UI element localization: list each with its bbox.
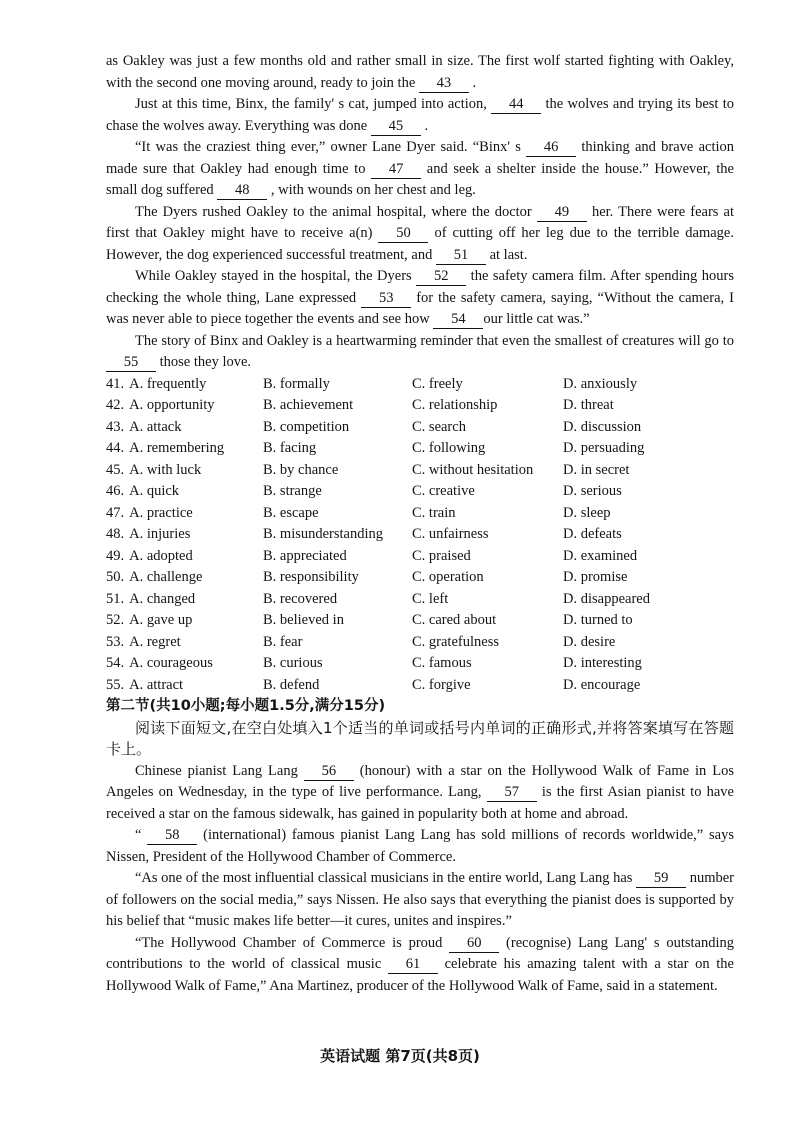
option-53-c bbox=[412, 632, 563, 654]
option-54-d bbox=[563, 653, 734, 675]
option-41-c bbox=[412, 374, 563, 396]
option-43-b bbox=[263, 417, 412, 439]
option-46-a bbox=[106, 481, 263, 503]
question-number: 45. bbox=[106, 461, 125, 478]
paragraph-text: (recognise) Lang Lang' s outstanding contributions to the world of classical music bbox=[106, 934, 734, 972]
option-text: C. cared about bbox=[412, 612, 497, 628]
blank-44: 44 bbox=[491, 96, 541, 114]
option-row-45 bbox=[106, 460, 734, 482]
passage1-paragraph-2 bbox=[106, 94, 734, 137]
option-text: A. injuries bbox=[129, 526, 191, 542]
options-table bbox=[106, 374, 734, 697]
paragraph-text: number of followers on the social media,” says Nissen. He also says that everything the pianist does is supported by his belief that “music makes life better—it cures, unites and inspires.” bbox=[106, 870, 734, 929]
option-53-a bbox=[106, 632, 263, 654]
option-46-d bbox=[563, 481, 734, 503]
option-49-c bbox=[412, 546, 563, 568]
paragraph-text: “As one of the most influential classical musicians in the entire world, Lang Lang has bbox=[135, 870, 637, 886]
option-44-a bbox=[106, 438, 263, 460]
option-48-d bbox=[563, 524, 734, 546]
option-row-47 bbox=[106, 503, 734, 525]
passage2-paragraph-3 bbox=[106, 868, 734, 933]
paragraph-text: our little cat was.” bbox=[483, 311, 590, 327]
option-text: B. by chance bbox=[263, 461, 339, 478]
paragraph-text: . bbox=[468, 74, 477, 91]
option-text: D. defeats bbox=[563, 526, 622, 542]
passage1-paragraph-5 bbox=[106, 266, 734, 331]
option-43-a bbox=[106, 417, 263, 439]
option-46-c bbox=[412, 481, 563, 503]
paragraph-text: of cutting off her leg due to the terrible damage. However, the dog experienced successful treatment, and bbox=[106, 225, 734, 263]
option-text: A. attack bbox=[129, 418, 182, 435]
option-row-44 bbox=[106, 438, 734, 460]
blank-56: 56 bbox=[304, 763, 354, 781]
option-48-a bbox=[106, 524, 263, 546]
paragraph-text: those they love. bbox=[156, 354, 252, 370]
page-footer: 英语试题 第7页(共8页) bbox=[320, 1047, 480, 1065]
paragraph-text: (international) famous pianist Lang Lang has sold millions of records worldwide,” says Nissen, President of the Hollywood Chamber of Commerce. bbox=[106, 827, 734, 865]
paragraph-text: Chinese pianist Lang Lang bbox=[135, 762, 304, 779]
blank-48: 48 bbox=[217, 182, 267, 200]
option-42-b bbox=[263, 395, 412, 417]
option-52-c bbox=[412, 610, 563, 632]
passage1-paragraph-6 bbox=[106, 331, 734, 374]
paragraph-text: thinking and brave action made sure that Oakley had enough time to bbox=[106, 139, 734, 177]
option-text: A. adopted bbox=[129, 547, 193, 564]
option-text: B. achievement bbox=[263, 397, 354, 413]
passage2-paragraph-1 bbox=[106, 761, 734, 826]
option-text: A. courageous bbox=[129, 655, 213, 671]
option-text: B. appreciated bbox=[263, 547, 347, 564]
option-52-a bbox=[106, 610, 263, 632]
question-number: 53. bbox=[106, 633, 125, 650]
blank-50: 50 bbox=[378, 225, 428, 243]
paragraph-text: (honour) with a star on the Hollywood Walk of Fame in Los Angeles on Wednesday, in the type of live performance. Lang, bbox=[106, 762, 734, 800]
option-44-c bbox=[412, 438, 563, 460]
paragraph-text: as Oakley was just a few months old and rather small in size. The first wolf started fighting with Oakley, with the second one moving around, ready to join the bbox=[106, 53, 734, 91]
option-49-b bbox=[263, 546, 412, 568]
option-text: B. escape bbox=[263, 504, 319, 521]
option-row-43 bbox=[106, 417, 734, 439]
option-54-b bbox=[263, 653, 412, 675]
option-55-a bbox=[106, 675, 263, 697]
paragraph-text: “The Hollywood Chamber of Commerce is proud bbox=[135, 934, 450, 951]
option-text: B. recovered bbox=[263, 590, 338, 607]
option-row-54 bbox=[106, 653, 734, 675]
question-number: 44. bbox=[106, 440, 125, 456]
blank-54: 54 bbox=[433, 311, 483, 329]
option-43-d bbox=[563, 417, 734, 439]
blank-47: 47 bbox=[371, 161, 421, 179]
question-number: 52. bbox=[106, 612, 125, 628]
question-number: 54. bbox=[106, 655, 125, 671]
option-50-c bbox=[412, 567, 563, 589]
paragraph-text: celebrate his amazing talent with a star on the Hollywood Walk of Fame,” Ana Martinez, producer of the Hollywood Walk of Fame, said in a statement. bbox=[106, 956, 734, 994]
paragraph-text: “It was the craziest thing ever,” owner Lane Dyer said. “Binx' s bbox=[135, 139, 527, 155]
option-48-c bbox=[412, 524, 563, 546]
option-text: B. competition bbox=[263, 418, 350, 435]
option-text: B. believed in bbox=[263, 612, 344, 628]
option-50-b bbox=[263, 567, 412, 589]
question-number: 51. bbox=[106, 590, 125, 607]
option-text: C. unfairness bbox=[412, 526, 489, 542]
option-55-d bbox=[563, 675, 734, 697]
blank-46: 46 bbox=[526, 139, 576, 157]
option-text: C. famous bbox=[412, 655, 472, 671]
option-text: B. facing bbox=[263, 440, 317, 456]
option-41-b bbox=[263, 374, 412, 396]
passage1-paragraph-1 bbox=[106, 51, 734, 94]
question-number: 50. bbox=[106, 569, 125, 585]
option-text: A. quick bbox=[129, 483, 180, 499]
paragraph-text: her. There were fears at first that Oakley might have to receive a(n) bbox=[106, 203, 734, 241]
passage2-paragraph-4 bbox=[106, 933, 734, 998]
option-text: C. relationship bbox=[412, 397, 498, 413]
option-text: C. creative bbox=[412, 483, 475, 499]
question-number: 47. bbox=[106, 504, 125, 521]
option-51-a bbox=[106, 589, 263, 611]
option-47-b bbox=[263, 503, 412, 525]
option-text: A. frequently bbox=[129, 375, 207, 392]
option-42-a bbox=[106, 395, 263, 417]
option-48-b bbox=[263, 524, 412, 546]
option-50-d bbox=[563, 567, 734, 589]
option-text: A. opportunity bbox=[129, 397, 215, 413]
option-text: A. with luck bbox=[129, 461, 202, 478]
paragraph-text: for the safety camera, saying, “Without the camera, I was never able to piece together the events and see how bbox=[106, 289, 734, 327]
paragraph-text: Just at this time, Binx, the family' s cat, jumped into action, bbox=[135, 96, 492, 112]
option-text: C. without hesitation bbox=[412, 461, 534, 478]
option-text: D. in secret bbox=[563, 461, 630, 478]
blank-61: 61 bbox=[388, 956, 438, 974]
cloze-passage bbox=[106, 51, 734, 374]
option-row-53 bbox=[106, 632, 734, 654]
option-text: C. gratefulness bbox=[412, 633, 499, 650]
paragraph-text: and seek a shelter inside the house.” However, the small dog suffered bbox=[106, 160, 734, 198]
option-row-41 bbox=[106, 374, 734, 396]
paragraph-text: , with wounds on her chest and leg. bbox=[267, 182, 476, 198]
option-text: C. left bbox=[412, 590, 449, 607]
option-54-c bbox=[412, 653, 563, 675]
option-text: B. misunderstanding bbox=[263, 526, 384, 542]
option-text: D. desire bbox=[563, 633, 616, 650]
option-text: B. curious bbox=[263, 655, 323, 671]
option-text: D. anxiously bbox=[563, 375, 638, 392]
blank-52: 52 bbox=[416, 268, 466, 286]
option-51-b bbox=[263, 589, 412, 611]
option-text: C. following bbox=[412, 440, 486, 456]
paragraph-text: . bbox=[420, 117, 429, 134]
question-number: 42. bbox=[106, 397, 125, 413]
grammar-fill-passage bbox=[106, 761, 734, 998]
section-heading: 第二节(共10小题;每小题1.5分,满分15分) bbox=[106, 698, 386, 714]
option-text: D. examined bbox=[563, 547, 638, 564]
option-text: A. regret bbox=[129, 633, 181, 650]
blank-49: 49 bbox=[537, 204, 587, 222]
section-instruction: 阅读下面短文,在空白处填入1个适当的单词或括号内单词的正确形式,并将答案填写在答题卡上。 bbox=[106, 718, 734, 758]
option-41-d bbox=[563, 374, 734, 396]
option-text: D. serious bbox=[563, 483, 622, 499]
option-text: D. persuading bbox=[563, 440, 645, 456]
option-47-d bbox=[563, 503, 734, 525]
paragraph-text: the wolves and trying its best to chase the wolves away. Everything was done bbox=[106, 96, 734, 134]
passage1-paragraph-4 bbox=[106, 202, 734, 267]
question-number: 46. bbox=[106, 483, 125, 499]
paragraph-text: the safety camera film. After spending hours checking the whole thing, Lane expressed bbox=[106, 268, 734, 306]
blank-45: 45 bbox=[371, 118, 421, 136]
option-51-d bbox=[563, 589, 734, 611]
option-53-d bbox=[563, 632, 734, 654]
option-53-b bbox=[263, 632, 412, 654]
passage2-paragraph-2 bbox=[106, 825, 734, 868]
option-text: D. promise bbox=[563, 569, 628, 585]
option-row-49 bbox=[106, 546, 734, 568]
option-text: C. operation bbox=[412, 569, 484, 585]
blank-57: 57 bbox=[487, 784, 537, 802]
blank-60: 60 bbox=[449, 935, 499, 953]
option-41-a bbox=[106, 374, 263, 396]
option-52-b bbox=[263, 610, 412, 632]
page-content bbox=[106, 51, 734, 997]
blank-51: 51 bbox=[436, 247, 486, 265]
option-text: D. interesting bbox=[563, 655, 642, 671]
option-42-c bbox=[412, 395, 563, 417]
option-47-c bbox=[412, 503, 563, 525]
option-row-50 bbox=[106, 567, 734, 589]
option-45-c bbox=[412, 460, 563, 482]
option-45-b bbox=[263, 460, 412, 482]
option-44-b bbox=[263, 438, 412, 460]
question-number: 43. bbox=[106, 418, 125, 435]
option-text: D. threat bbox=[563, 397, 614, 413]
option-49-a bbox=[106, 546, 263, 568]
option-row-46 bbox=[106, 481, 734, 503]
paragraph-text: The story of Binx and Oakley is a heartwarming reminder that even the smallest of creatures will go to bbox=[135, 332, 734, 349]
option-50-a bbox=[106, 567, 263, 589]
blank-58: 58 bbox=[147, 827, 197, 845]
option-text: B. formally bbox=[263, 375, 330, 392]
passage1-paragraph-3 bbox=[106, 137, 734, 202]
option-text: B. fear bbox=[263, 633, 303, 650]
blank-55: 55 bbox=[106, 354, 156, 372]
question-number: 49. bbox=[106, 547, 125, 564]
option-45-a bbox=[106, 460, 263, 482]
option-text: D. discussion bbox=[563, 418, 642, 435]
question-number: 48. bbox=[106, 526, 125, 542]
option-text: A. practice bbox=[129, 504, 193, 521]
option-55-b bbox=[263, 675, 412, 697]
option-52-d bbox=[563, 610, 734, 632]
option-row-52 bbox=[106, 610, 734, 632]
option-text: D. encourage bbox=[563, 676, 641, 693]
option-text: C. freely bbox=[412, 375, 463, 392]
option-text: D. sleep bbox=[563, 504, 611, 521]
option-46-b bbox=[263, 481, 412, 503]
paragraph-text: While Oakley stayed in the hospital, the Dyers bbox=[135, 268, 417, 284]
option-row-42 bbox=[106, 395, 734, 417]
option-55-c bbox=[412, 675, 563, 697]
option-text: D. turned to bbox=[563, 612, 633, 628]
option-54-a bbox=[106, 653, 263, 675]
option-row-51 bbox=[106, 589, 734, 611]
option-text: A. remembering bbox=[129, 440, 225, 456]
blank-43: 43 bbox=[419, 75, 469, 93]
option-text: A. changed bbox=[129, 590, 196, 607]
option-44-d bbox=[563, 438, 734, 460]
option-51-c bbox=[412, 589, 563, 611]
blank-59: 59 bbox=[636, 870, 686, 888]
option-text: C. forgive bbox=[412, 676, 471, 693]
question-number: 55. bbox=[106, 676, 125, 693]
option-row-48 bbox=[106, 524, 734, 546]
option-text: B. strange bbox=[263, 483, 322, 499]
option-text: A. challenge bbox=[129, 569, 203, 585]
paragraph-text: The Dyers rushed Oakley to the animal hospital, where the doctor bbox=[135, 203, 537, 220]
option-49-d bbox=[563, 546, 734, 568]
option-text: C. praised bbox=[412, 547, 471, 564]
option-42-d bbox=[563, 395, 734, 417]
option-43-c bbox=[412, 417, 563, 439]
blank-53: 53 bbox=[361, 290, 411, 308]
option-text: D. disappeared bbox=[563, 590, 650, 607]
option-row-55 bbox=[106, 675, 734, 697]
option-text: C. train bbox=[412, 504, 456, 521]
option-text: B. defend bbox=[263, 676, 320, 693]
option-text: C. search bbox=[412, 418, 466, 435]
option-text: B. responsibility bbox=[263, 569, 359, 585]
paragraph-text: “ bbox=[135, 827, 148, 843]
option-text: A. attract bbox=[129, 676, 184, 693]
option-47-a bbox=[106, 503, 263, 525]
paragraph-text: at last. bbox=[485, 246, 528, 263]
option-text: A. gave up bbox=[129, 612, 193, 628]
paragraph-text: is the first Asian pianist to have received a star on the famous sidewalk, has gained in popularity both at home and abroad. bbox=[106, 784, 734, 822]
question-number: 41. bbox=[106, 375, 125, 392]
option-45-d bbox=[563, 460, 734, 482]
